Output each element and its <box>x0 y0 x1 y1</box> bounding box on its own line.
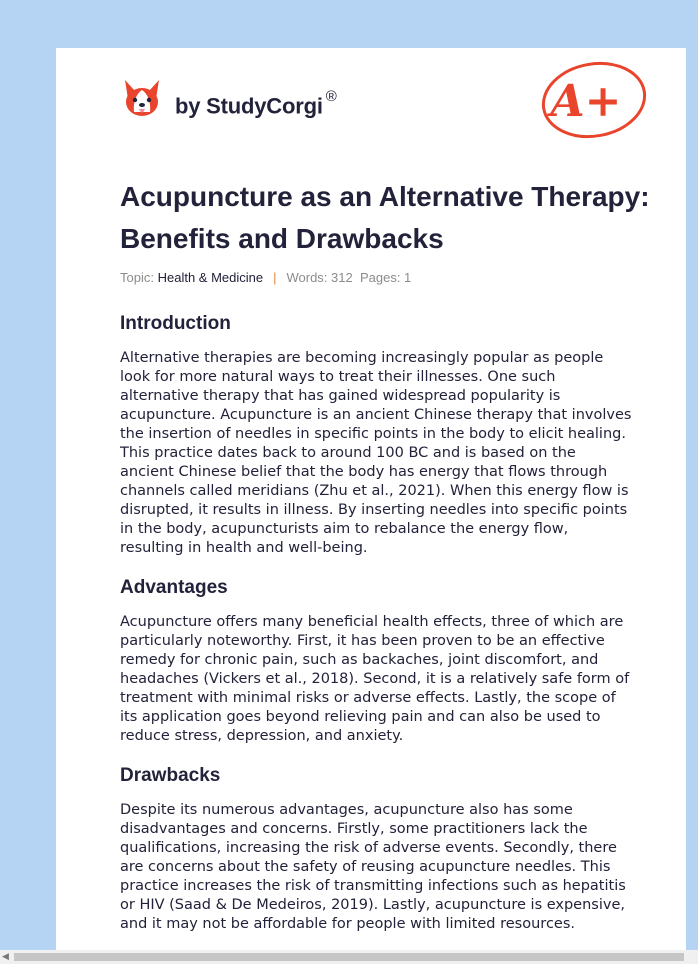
section-heading-advantages: Advantages <box>120 577 228 598</box>
scroll-left-arrow-icon[interactable]: ◀ <box>2 952 9 962</box>
word-count: Words: 312 <box>286 270 353 285</box>
topic-label: Topic: <box>120 270 154 285</box>
horizontal-scrollbar[interactable] <box>0 950 698 964</box>
article-meta <box>120 270 411 285</box>
page-count: Pages: 1 <box>359 270 412 285</box>
article-title: Acupuncture as an Alternative Therapy: Benefits and Drawbacks <box>120 181 650 254</box>
section-heading-drawbacks: Drawbacks <box>120 765 221 786</box>
scrollbar-thumb[interactable] <box>14 953 684 961</box>
corgi-logo-icon <box>122 78 162 118</box>
meta-separator: | <box>273 270 277 285</box>
section-heading-introduction: Introduction <box>120 313 231 334</box>
registered-mark: ® <box>325 88 337 105</box>
section-text-introduction: Alternative therapies are becoming increasingly popular as people look for more natural ways to treat their illnesses. One such alternative therapy that has gained widespread popularity is acupuncture. Acupuncture is an ancient Chinese therapy that involves the insertion of needles in specific points in the body to elicit healing. This practice dates back to around 100 BC and is based on the ancient Chinese belief that the body has energy that flows through channels called meridians (Zhu et al., 2021). When this energy flow is disrupted, it results in illness. By inserting needles into specific points in the body, acupuncturists aim to rebalance the energy flow, resulting in health and well-being. <box>120 350 632 556</box>
grade-text: A+ <box>550 76 622 127</box>
grade-a-plus-icon <box>538 58 650 140</box>
topic-link[interactable]: Health & Medicine <box>157 270 264 285</box>
brand-name[interactable]: by StudyCorgi ® <box>175 88 337 119</box>
document-page <box>56 48 686 950</box>
section-text-advantages: Acupuncture offers many beneficial health effects, three of which are particularly noteworthy. First, it has been proven to be an effective remedy for chronic pain, such as backaches, joint discomfort, and headaches (Vickers et al., 2018). Second, it is a relatively safe form of treatment with minimal risks or adverse effects. Lastly, the scope of its application goes beyond relieving pain and can also be used to reduce stress, depression, and anxiety. <box>120 614 630 744</box>
section-text-drawbacks: Despite its numerous advantages, acupuncture also has some disadvantages and concerns. Firstly, some practitioners lack the qualifications, increasing the risk of adverse events. Secondly, there are concerns about the safety of reusing acupuncture needles. This practice increases the risk of transmitting infections such as hepatitis or HIV (Saad & De Medeiros, 2019). Lastly, acupuncture is expensive, and it may not be affordable for people with limited resources. <box>120 802 626 932</box>
